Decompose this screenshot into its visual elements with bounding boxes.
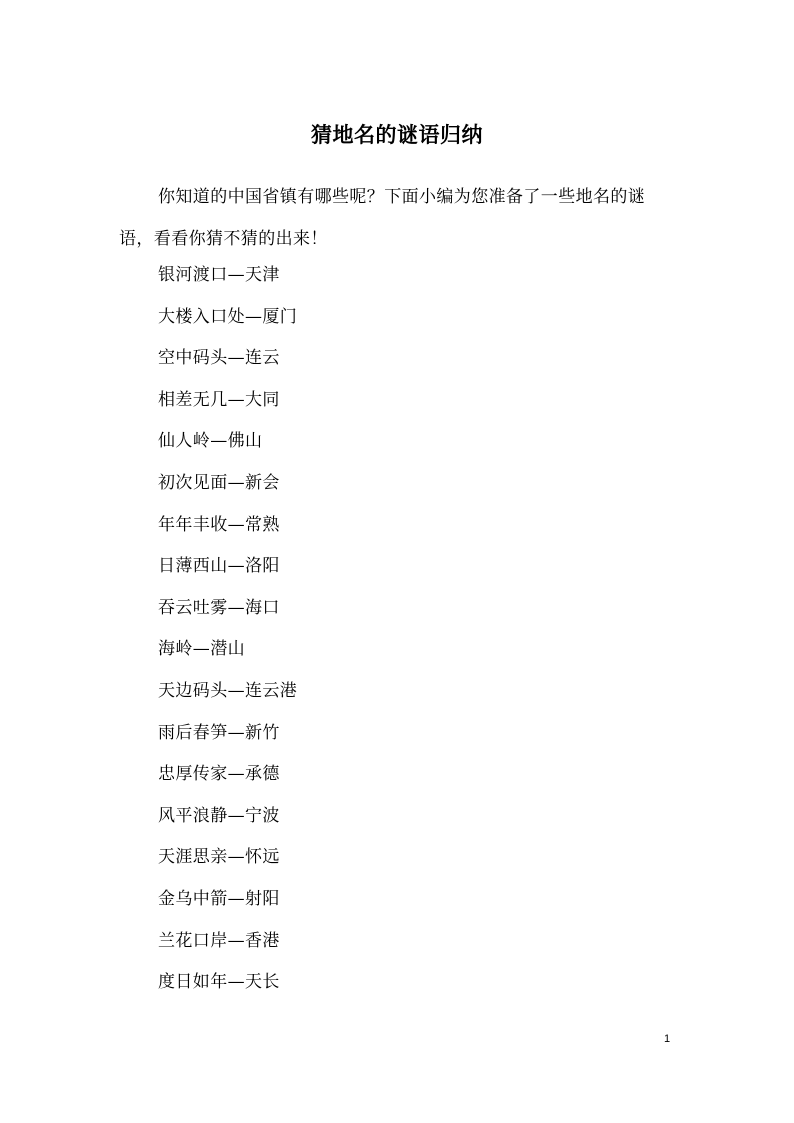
riddle-list <box>158 255 297 1004</box>
riddle-item: 年年丰收—常熟 <box>158 514 280 535</box>
riddle-item: 银河渡口—天津 <box>158 265 280 285</box>
riddle-item: 日薄西山—洛阳 <box>158 556 280 577</box>
riddle-item: 风平浪静—宁波 <box>158 805 280 826</box>
riddle-item: 海岭—潜山 <box>158 639 245 660</box>
riddle-item: 空中码头—连云 <box>158 348 280 369</box>
riddle-item: 初次见面—新会 <box>158 472 280 493</box>
riddle-item: 吞云吐雾—海口 <box>158 597 280 618</box>
riddle-item: 忠厚传家—承德 <box>158 764 280 785</box>
riddle-item: 天涯思亲—怀远 <box>158 847 280 868</box>
riddle-item: 相差无几—大同 <box>158 389 280 410</box>
riddle-item: 天边码头—连云港 <box>158 680 298 701</box>
riddle-item: 雨后春笋—新竹 <box>158 722 280 743</box>
riddle-item: 仙人岭—佛山 <box>158 431 263 452</box>
intro-paragraph: 你知道的中国省镇有哪些呢？下面小编为您准备了一些地名的谜语，看看你猜不猜的出来！ <box>119 187 646 249</box>
document-title: 猜地名的谜语归纳 <box>311 122 483 147</box>
riddle-item: 大楼入口处—厦门 <box>158 306 298 327</box>
riddle-item: 兰花口岸—香港 <box>158 930 280 951</box>
riddle-item: 度日如年—天长 <box>158 972 280 993</box>
page-number: 1 <box>664 1033 671 1045</box>
riddle-item: 金乌中箭—射阳 <box>158 888 280 909</box>
